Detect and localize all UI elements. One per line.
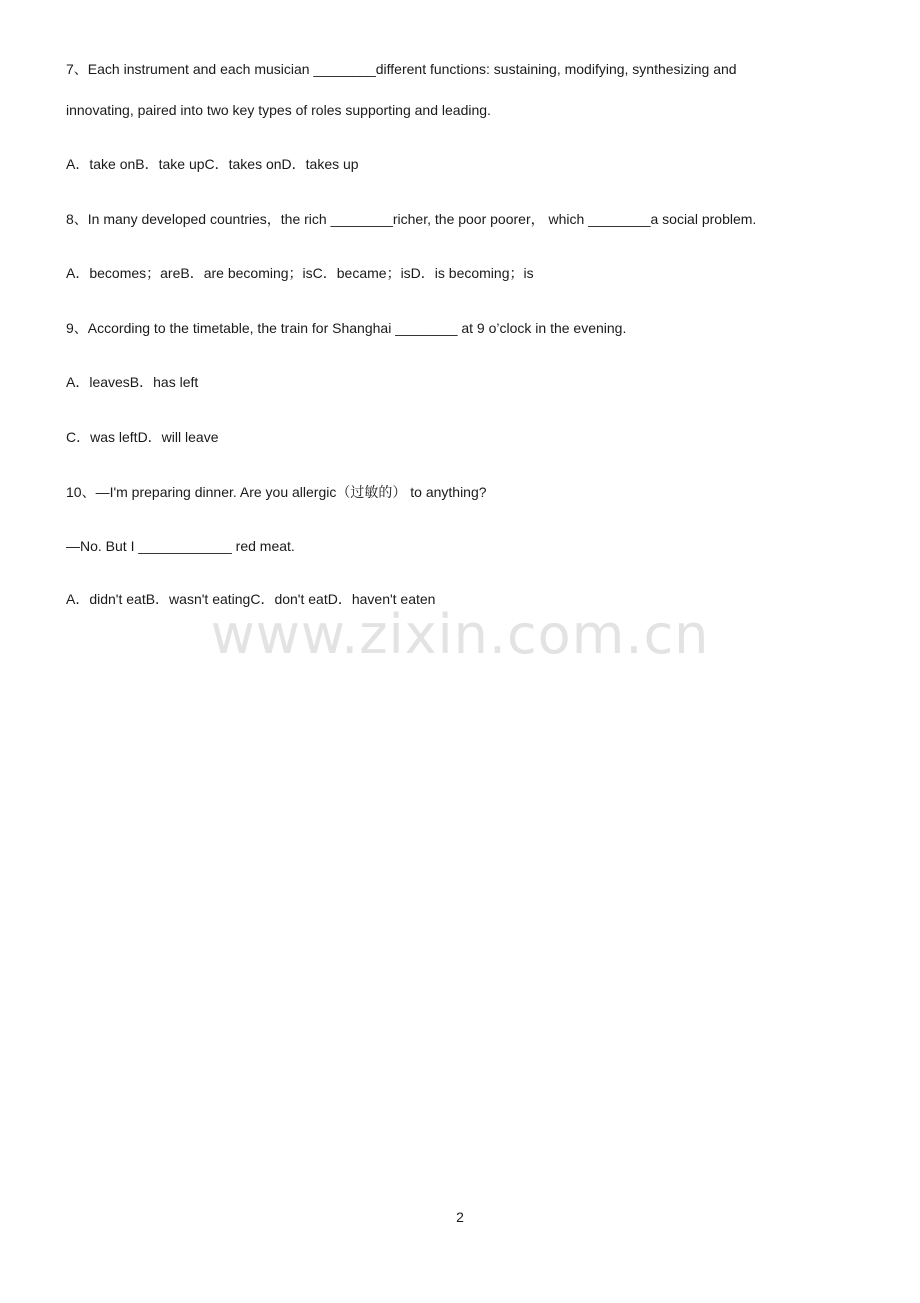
question-8-options: A．becomes；areB．are becoming；isC．became；isD．is becoming；is xyxy=(66,265,534,281)
question-7-options: A．take onB．take upC．takes onD．takes up xyxy=(66,156,359,172)
question-9-options-line-2: C．was leftD．will leave xyxy=(66,429,219,445)
question-10-options: A．didn't eatB．wasn't eatingC．don't eatD．haven't eaten xyxy=(66,591,436,607)
watermark-text: www.zixin.com.cn xyxy=(210,603,710,666)
question-7-stem-line-1: 7、Each instrument and each musician ________different functions: sustaining, modifying, synthesizing and xyxy=(66,61,737,77)
page-number: 2 xyxy=(456,1209,464,1225)
question-7-stem-line-2: innovating, paired into two key types of roles supporting and leading. xyxy=(66,102,491,118)
question-9-stem: 9、According to the timetable, the train for Shanghai ________ at 9 o’clock in the evening. xyxy=(66,320,627,336)
question-10-stem-line-1: 10、—I'm preparing dinner. Are you allergic（过敏的） to anything? xyxy=(66,484,487,500)
question-9-options-line-1: A．leavesB．has left xyxy=(66,374,199,390)
question-10-stem-line-2: —No. But I ____________ red meat. xyxy=(66,538,295,554)
question-8-stem: 8、In many developed countries，the rich ________richer, the poor poorer， which ________a social problem. xyxy=(66,211,757,227)
